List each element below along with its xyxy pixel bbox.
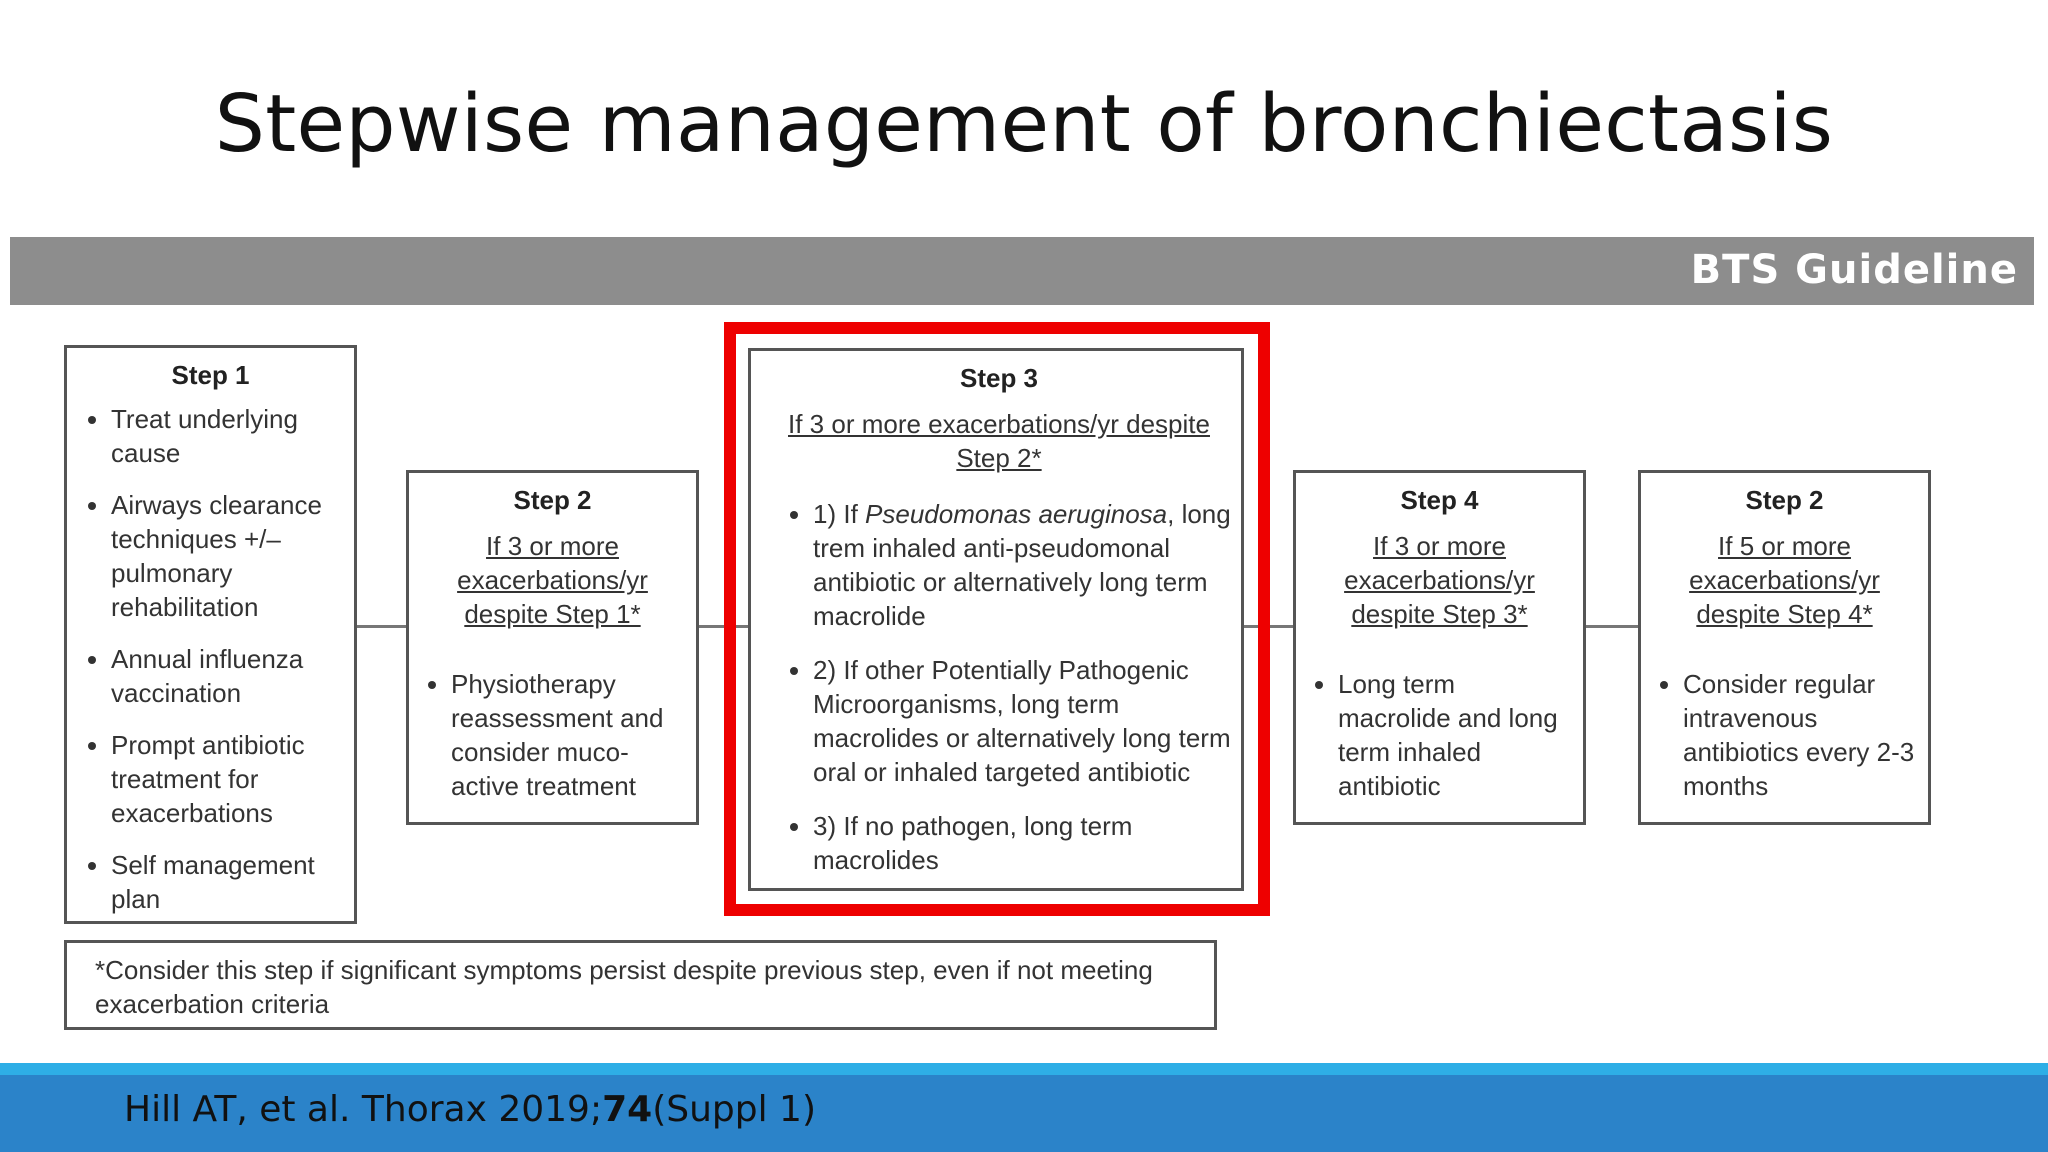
citation-suffix: (Suppl 1) — [652, 1089, 816, 1130]
step-1-item: • Self management plan — [111, 848, 340, 916]
step-5-item: • Consider regular intravenous antibiotics every 2-3 months — [1683, 667, 1916, 803]
step-2-condition: If 3 or more exacerbations/yr despite Step 1* — [457, 531, 648, 629]
step-5-condition: If 5 or more exacerbations/yr despite Step 4* — [1689, 531, 1880, 629]
step-1-item: • Treat underlying cause — [111, 402, 340, 470]
step-3-heading: Step 3 — [959, 363, 1039, 393]
step-3-item-prefix: 1) If — [813, 499, 866, 529]
citation — [124, 1089, 816, 1130]
step-1-item: • Airways clearance techniques +/– pulmonary rehabilitation — [111, 488, 340, 624]
step-2-heading: Step 2 — [513, 485, 592, 515]
step-2-box — [406, 470, 699, 825]
step-1-item: • Prompt antibiotic treatment for exacerbations — [111, 728, 340, 830]
slide-title: Stepwise management of bronchiectasis — [214, 78, 1834, 170]
citation-prefix: Hill AT, et al. Thorax 2019; — [124, 1089, 603, 1130]
step-1-item: • Annual influenza vaccination — [111, 642, 340, 710]
step-4-item: • Long term macrolide and long term inhaled antibiotic — [1338, 667, 1571, 803]
step-4-heading: Step 4 — [1400, 485, 1479, 515]
step-4-condition: If 3 or more exacerbations/yr despite Step 3* — [1344, 531, 1535, 629]
step-1-box — [64, 345, 357, 924]
step-4-list — [1308, 667, 1571, 803]
guideline-label: BTS Guideline — [1690, 247, 2018, 293]
step-5-heading: Step 2 — [1745, 485, 1824, 515]
step-4-box — [1293, 470, 1586, 825]
step-5-list — [1653, 667, 1916, 803]
step-3-condition: If 3 or more exacerbations/yr despite Step 2* — [788, 409, 1210, 473]
step-3-item: • 3) If no pathogen, long term macrolides — [813, 809, 1231, 877]
pathogen-name: Pseudomonas aeruginosa — [865, 499, 1168, 529]
step-3-highlight-frame — [724, 322, 1270, 916]
step-1-list — [81, 402, 340, 916]
step-3-item-suffix: , long trem inhaled anti-pseudomonal antibiotic or alternatively long term macrolide — [813, 499, 1231, 631]
step-2-list — [421, 667, 684, 803]
step-3-item: • 2) If other Potentially Pathogenic Microorganisms, long term macrolides or alternatively long term oral or inhaled targeted antibiotic — [813, 653, 1231, 789]
step-5-box — [1638, 470, 1931, 825]
guideline-banner — [10, 237, 2034, 305]
step-1-heading: Step 1 — [171, 360, 250, 390]
footer-bar — [0, 1075, 2048, 1152]
footnote: *Consider this step if significant symptoms persist despite previous step, even if not meeting exacerbation criteria — [64, 940, 1217, 1030]
step-2-item: • Physiotherapy reassessment and consider muco-active treatment — [451, 667, 684, 803]
footer-stripe — [0, 1063, 2048, 1075]
citation-volume: 74 — [602, 1089, 653, 1130]
